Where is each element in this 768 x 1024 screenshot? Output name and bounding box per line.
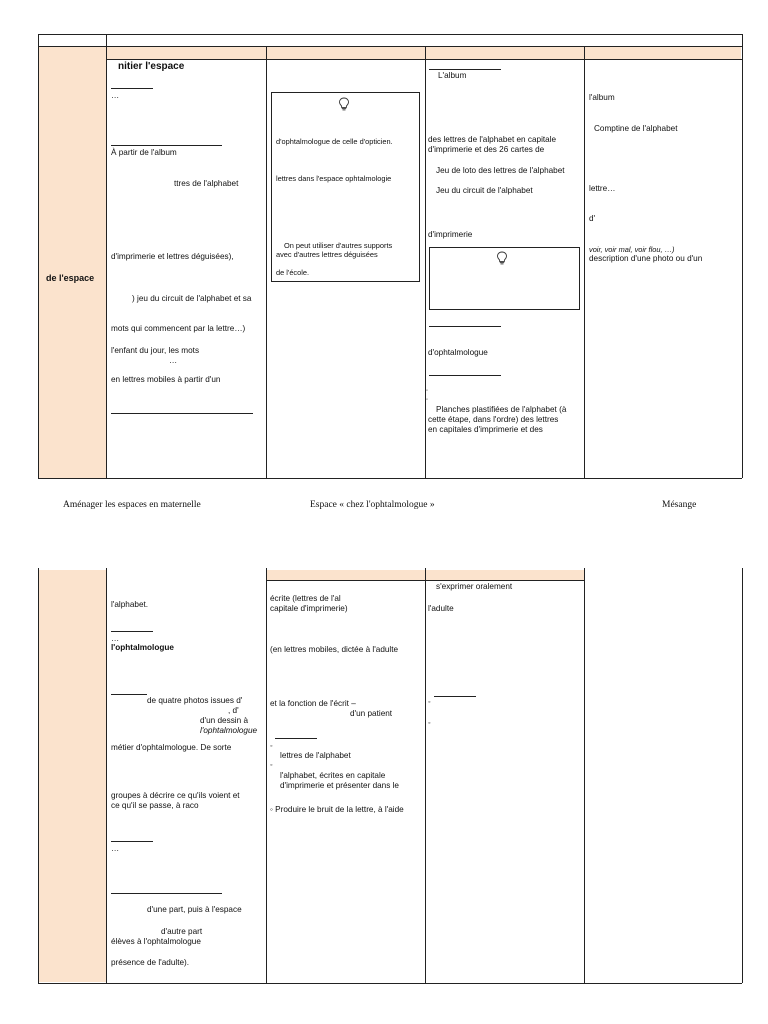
patient-text: d'un patient [350,709,393,718]
une-part-text: d'une part, puis à l'espace [147,905,242,914]
ecrite-text: écrite (lettres de l'al [270,594,341,603]
alphabet-text: l'alphabet. [111,600,149,609]
lettre-text: lettre… [589,184,616,193]
box-line: On peut utiliser d'autres supports [284,241,393,250]
capitale-text: capitale d'imprimerie) [270,604,348,613]
box-line: avec d'autres lettres déguisées [276,250,378,259]
exprimer-text: s'exprimer oralement [436,582,513,591]
circuit-text: ) jeu du circuit de l'alphabet et sa [132,294,252,303]
cartes-text: d'imprimerie et des 26 cartes de [428,145,545,154]
ellipsis: … [111,91,120,100]
bullet: ◦ [428,699,431,706]
metier-text: métier d'ophtalmologue. De sorte [111,743,232,752]
planches-text: en capitales d'imprimerie et des [428,425,543,434]
imprimerie-label: d'imprimerie [428,230,473,239]
footer-left: Aménager les espaces en maternelle [63,500,201,510]
ecrites-text: d'imprimerie et présenter dans le [280,781,399,790]
planches-text: Planches plastifiées de l'alphabet (à [436,405,567,414]
page2-row-label-fill [39,570,106,982]
autre-part-text: d'autre part [161,927,203,936]
mobiles-text: en lettres mobiles à partir d'un [111,375,221,384]
section-heading: nitier l'espace [118,61,185,72]
circuit-game-text: Jeu du circuit de l'alphabet [436,186,533,195]
d-text: d' [589,214,596,223]
description-text: description d'une photo ou d'un [589,254,703,263]
d-small: , d' [228,706,239,715]
bullet: ◦ [428,720,431,727]
lightbulb-icon [496,251,508,265]
letters-text: ttres de l'alphabet [174,179,239,188]
lightbulb-icon [338,97,350,111]
footer-right: Mésange [662,500,697,510]
bullet: ◦ [270,743,273,750]
mots-text: mots qui commencent par la lettre…) [111,324,246,333]
bruit-text: ◦ Produire le bruit de la lettre, à l'aide [270,805,404,814]
presence-text: présence de l'adulte). [111,958,190,967]
loto-text: Jeu de loto des lettres de l'alphabet [436,166,565,175]
ellipsis: … [111,844,120,853]
eleves-text: élèves à l'ophtalmologue [111,937,201,946]
album-ref: l'album [589,93,615,102]
ecrites-text: l'alphabet, écrites en capitale [280,771,386,780]
quatre-photos-text: de quatre photos issues d' [147,696,243,705]
comptine-text: Comptine de l'alphabet [594,124,678,133]
adulte-text: l'adulte [428,604,454,613]
imprimerie-text: d'imprimerie et lettres déguisées), [111,252,234,261]
footer-center: Espace « chez l'ophtalmologue » [310,500,435,510]
ellipsis: … [169,356,178,365]
row-label: de l'espace [46,273,95,283]
dessin-text: d'un dessin à [200,716,248,725]
lettres-capitale-text: des lettres de l'alphabet en capitale [428,135,557,144]
bullet: ◦ [270,762,273,769]
box-line: lettres dans l'espace ophtalmologie [276,174,392,183]
album-text: L'album [438,71,467,80]
box-line: d'ophtalmologue de celle d'opticien. [276,137,393,146]
se-passe-text: ce qu'il se passe, à raco [111,801,199,810]
ellipsis: … [111,634,120,643]
bullet: ◦ [426,397,429,403]
fonction-text: et la fonction de l'écrit – [270,699,356,708]
voir-text: voir, voir mal, voir flou, …) [589,245,675,254]
lettres-alpha-text: lettres de l'alphabet [280,751,351,760]
from-album-text: À partir de l'album [111,148,177,157]
ophtalmologue-label: d'ophtalmologue [428,348,488,357]
ophtalmologue-italic: l'ophtalmologue [200,726,258,735]
box-line: de l'école. [276,268,310,277]
bullet: ◦ [426,388,429,394]
ophtalmologue-heading: l'ophtalmologue [111,643,174,652]
page1-header-fill [107,47,741,59]
enfant-text: l'enfant du jour, les mots [111,346,200,355]
mobiles-text: (en lettres mobiles, dictée à l'adulte [270,645,399,654]
groupes-text: groupes à décrire ce qu'ils voient et [111,791,240,800]
planches-text: cette étape, dans l'ordre) des lettres [428,415,559,424]
page1-row-label-fill [39,47,107,478]
